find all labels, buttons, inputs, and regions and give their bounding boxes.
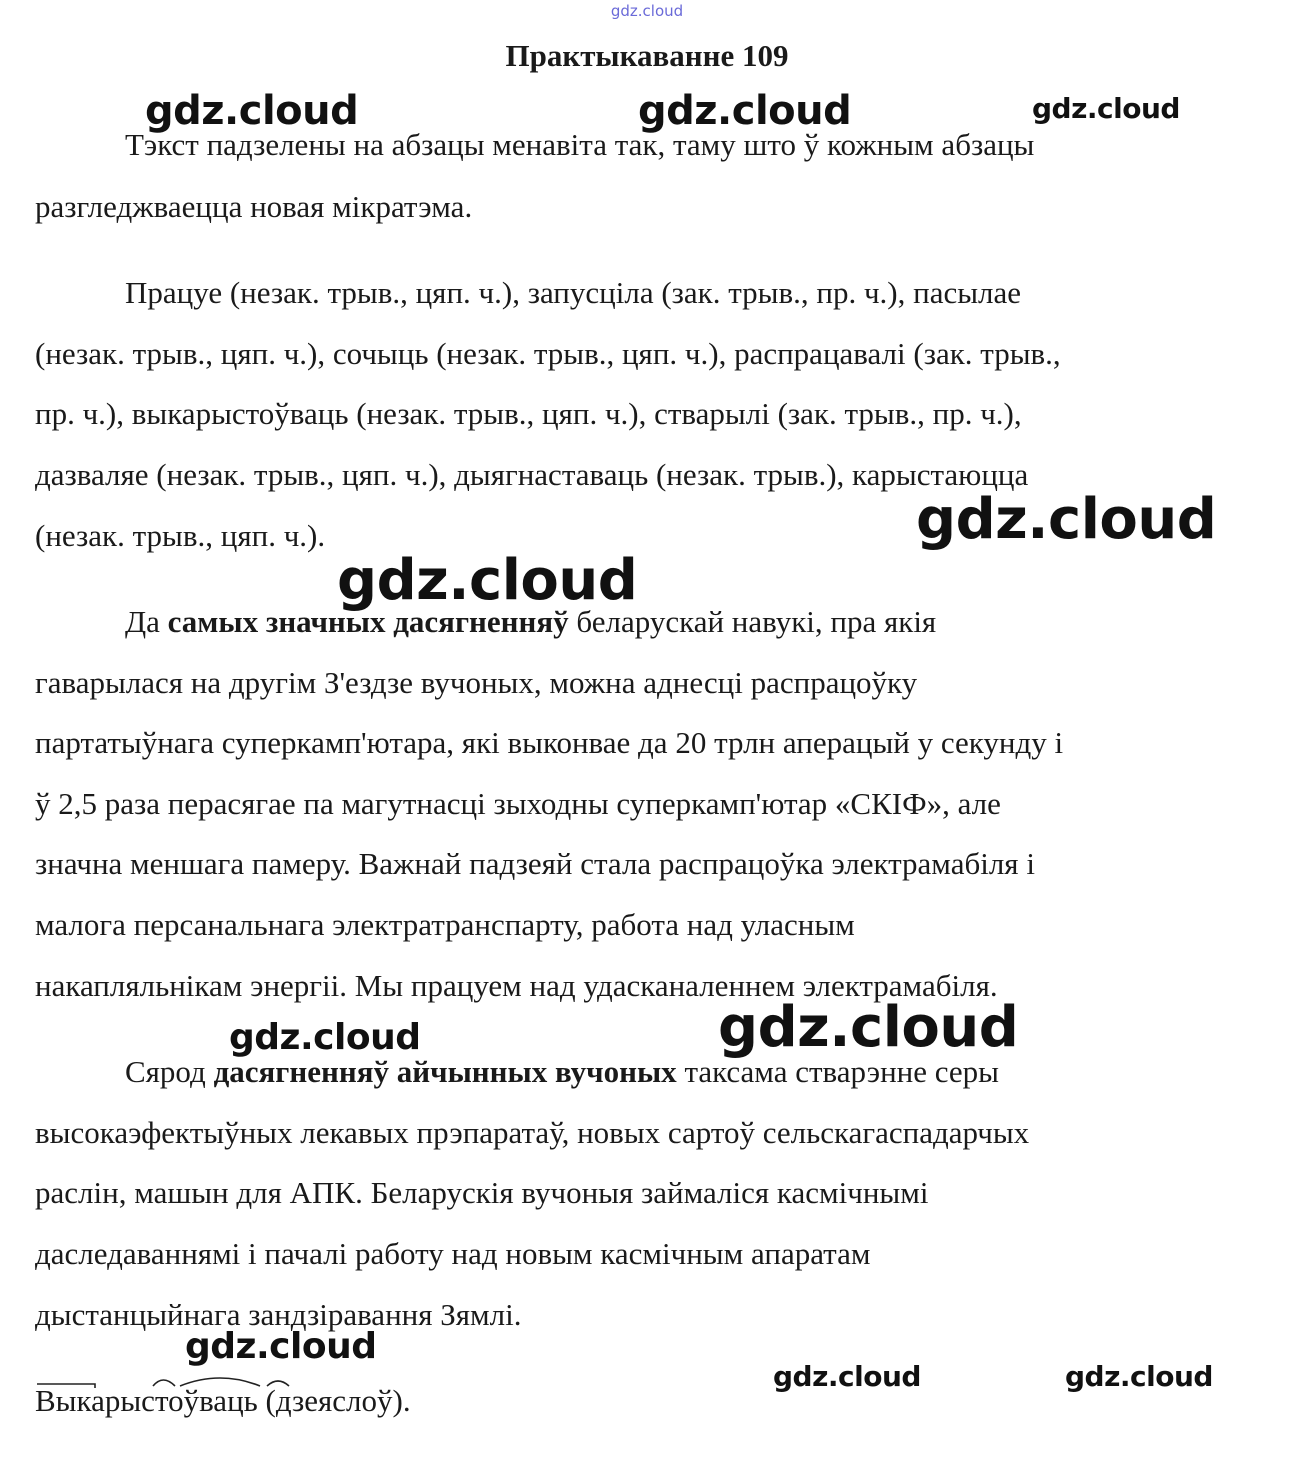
- p3-line-1-start: Да: [125, 604, 168, 639]
- p3-line-7: накапляльнікам энергіі. Мы працуем над удасканаленнем электрамабіля.: [35, 968, 998, 1003]
- p4-line-1-end: таксама стварэнне серы: [676, 1054, 1000, 1089]
- watermark-7: gdz.cloud: [718, 995, 1019, 1060]
- p1-line-2: разгледжваецца новая мікратэма.: [35, 189, 473, 224]
- watermark-4: gdz.cloud: [916, 487, 1217, 552]
- p3-line-5: значна меншага памеру. Важнай падзеяй стала распрацоўка электрамабіля і: [35, 846, 1035, 881]
- watermark-5: gdz.cloud: [337, 548, 638, 613]
- p2-line-4: дазваляе (незак. трыв., цяп. ч.), дыягнаставаць (незак. трыв.), карыстаюцца: [35, 457, 1029, 492]
- watermark-2: gdz.cloud: [638, 88, 852, 134]
- p4-line-4: даследаваннямі і пачалі работу над новым касмічным апаратам: [35, 1236, 871, 1271]
- watermark-3: gdz.cloud: [1032, 92, 1180, 125]
- p3-line-3: партатыўнага суперкамп'ютара, які выконвае да 20 трлн аперацый у секунду і: [35, 725, 1064, 760]
- morpheme-marks-icon: [35, 1370, 295, 1392]
- page-title: Практыкаванне 109: [505, 38, 789, 73]
- p3-line-1-end: беларускай навукі, пра якія: [568, 604, 937, 639]
- p2-line-1: Працуе (незак. трыв., цяп. ч.), запусціла (зак. трыв., пр. ч.), пасылае: [125, 275, 1022, 310]
- watermark-1: gdz.cloud: [145, 88, 359, 134]
- p4-line-1-start: Сярод: [125, 1054, 214, 1089]
- p2-line-2: (незак. трыв., цяп. ч.), сочыць (незак. трыв., цяп. ч.), распрацавалі (зак. трыв.,: [35, 336, 1061, 371]
- p4-line-5: дыстанцыйнага зандзіравання Зямлі.: [35, 1297, 522, 1332]
- p2-line-5: (незак. трыв., цяп. ч.).: [35, 518, 326, 553]
- p2-line-3: пр. ч.), выкарыстоўваць (незак. трыв., цяп. ч.), стварылі (зак. трыв., пр. ч.),: [35, 396, 1022, 431]
- p3-line-4: ў 2,5 раза перасягае па магутнасці зыходны суперкамп'ютар «СКІФ», але: [35, 786, 1001, 821]
- watermark-9: gdz.cloud: [773, 1360, 921, 1393]
- p4-line-2: высокаэфектыўных лекавых прэпаратаў, новых сартоў сельскагаспадарчых: [35, 1115, 1030, 1150]
- p3-bold-phrase: самых значных дасягненняў: [167, 604, 569, 639]
- watermark-8: gdz.cloud: [185, 1326, 377, 1367]
- p4-bold-phrase: дасягненняў айчынных вучоных: [213, 1054, 677, 1089]
- watermark-6: gdz.cloud: [229, 1017, 421, 1058]
- p3-line-6: малога персанальнага электратранспарту, работа над уласным: [35, 907, 855, 942]
- p4-line-3: раслін, машын для АПК. Беларускія вучоныя займаліся касмічнымі: [35, 1175, 929, 1210]
- morph-parse-line: Выкарыстоўваць (дзеяслоў).: [35, 1383, 411, 1418]
- site-mark: gdz.cloud: [610, 2, 684, 20]
- p3-line-2: гаварылася на другім З'ездзе вучоных, можна аднесці распрацоўку: [35, 665, 918, 700]
- p1-line-1: Тэкст падзелены на абзацы менавіта так, таму што ў кожным абзацы: [125, 127, 1035, 162]
- watermark-10: gdz.cloud: [1065, 1360, 1213, 1393]
